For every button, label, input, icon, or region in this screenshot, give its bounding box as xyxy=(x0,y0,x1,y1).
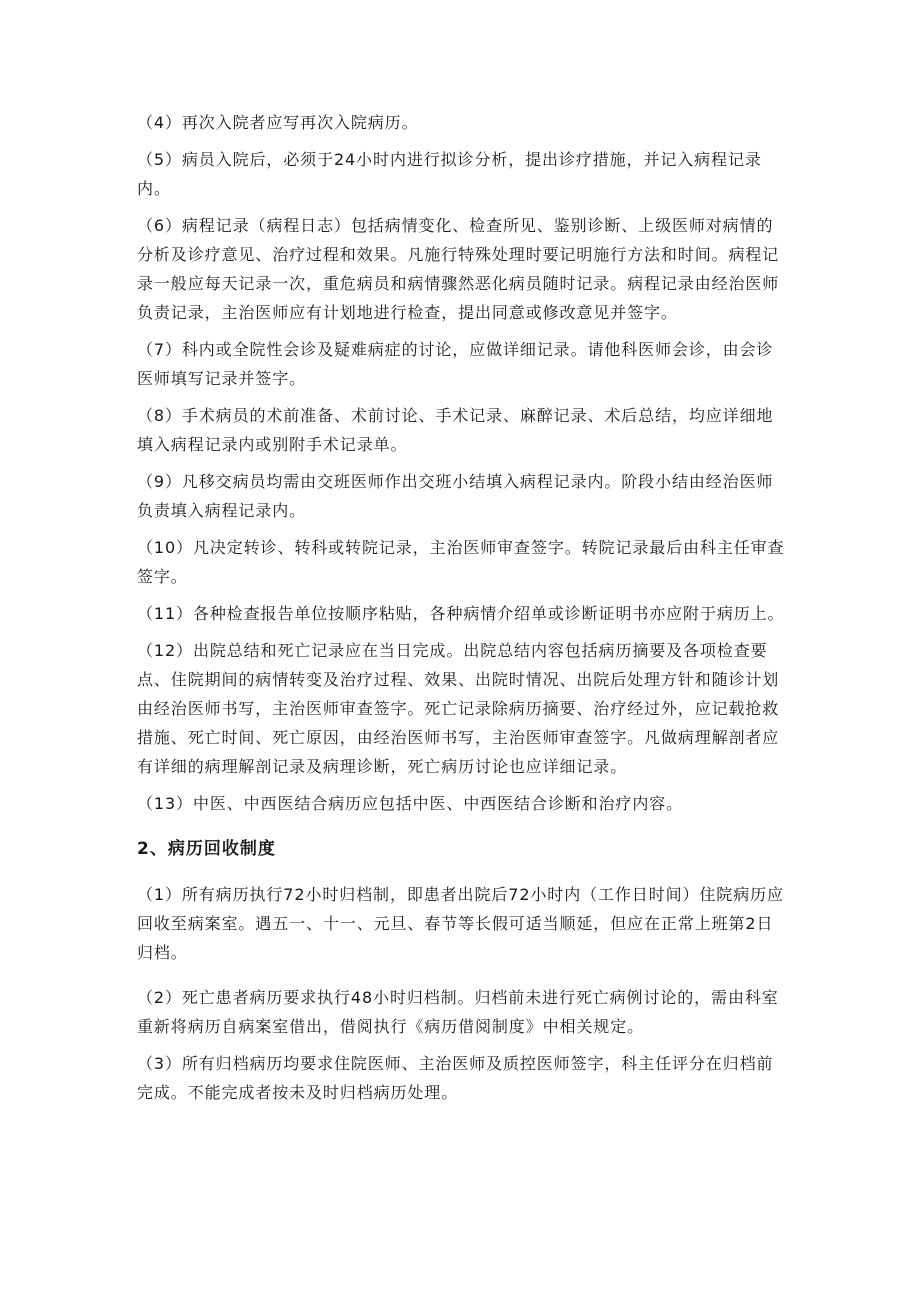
paragraph-item-12: （12）出院总结和死亡记录应在当日完成。出院总结内容包括病历摘要及各项检查要点、住院期间的病情转变及治疗过程、效果、出院时情况、出院后处理方针和随诊计划由经治医师书写，主治医师审查签字。死亡记录除病历摘要、治疗经过外，应记载抢救措施、死亡时间、死亡原因，由经治医师书写，主治医师审查签字。凡做病理解剖者应有详细的病理解剖记录及病理诊断，死亡病历讨论也应详细记录。 xyxy=(137,641,780,776)
paragraph-item-7: （7）科内或全院性会诊及疑难病症的讨论，应做详细记录。请他科医师会诊，由会诊医师填写记录并签字。 xyxy=(137,340,774,388)
section-heading xyxy=(137,834,787,864)
paragraph-recall-2: （2）死亡患者病历要求执行48小时归档制。归档前未进行死亡病例讨论的，需由科室重新将病历自病案室借出，借阅执行《病历借阅制度》中相关规定。 xyxy=(137,988,779,1036)
paragraph-item-8: （8）手术病员的术前准备、术前讨论、手术记录、麻醉记录、术后总结，均应详细地填入病程记录内或别附手术记录单。 xyxy=(137,406,774,454)
paragraph-item-10: （10）凡决定转诊、转科或转院记录，主治医师审查签字。转院记录最后由科主任审查签字。 xyxy=(137,538,785,586)
paragraph-item-13: （13）中医、中西医结合病历应包括中医、中西医结合诊断和治疗内容。 xyxy=(137,794,684,813)
section-title: 、病历回收制度 xyxy=(149,839,276,859)
paragraph-item-4: （4）再次入院者应写再次入院病历。 xyxy=(137,113,419,132)
paragraph-recall-1: （1）所有病历执行72小时归档制，即患者出院后72小时内（工作日时间）住院病历应回收至病案室。遇五一、十一、元旦、春节等长假可适当顺延，但应在正常上班第2日归档。 xyxy=(137,885,784,962)
paragraph-item-11: （11）各种检查报告单位按顺序粘贴，各种病情介绍单或诊断证明书亦应附于病历上。 xyxy=(137,604,785,623)
paragraph-recall-3: （3）所有归档病历均要求住院医师、主治医师及质控医师签字，科主任评分在归档前完成。不能完成者按未及时归档病历处理。 xyxy=(137,1054,774,1102)
paragraph-item-9: （9）凡移交病员均需由交班医师作出交班小结填入病程记录内。阶段小结由经治医师负责填入病程记录内。 xyxy=(137,472,774,520)
paragraph-item-6: （6）病程记录（病程日志）包括病情变化、检查所见、鉴别诊断、上级医师对病情的分析及诊疗意见、治疗过程和效果。凡施行特殊处理时要记明施行方法和时间。病程记录一般应每天记录一次，重危病员和病情骤然恶化病员随时记录。病程记录由经治医师负责记录，主治医师应有计划地进行检查，提出同意或修改意见并签字。 xyxy=(137,216,780,322)
document-body xyxy=(137,108,787,1107)
section-number: 2 xyxy=(137,839,150,859)
paragraph-item-5: （5）病员入院后，必须于24小时内进行拟诊分析，提出诊疗措施，并记入病程记录内。 xyxy=(137,150,762,198)
